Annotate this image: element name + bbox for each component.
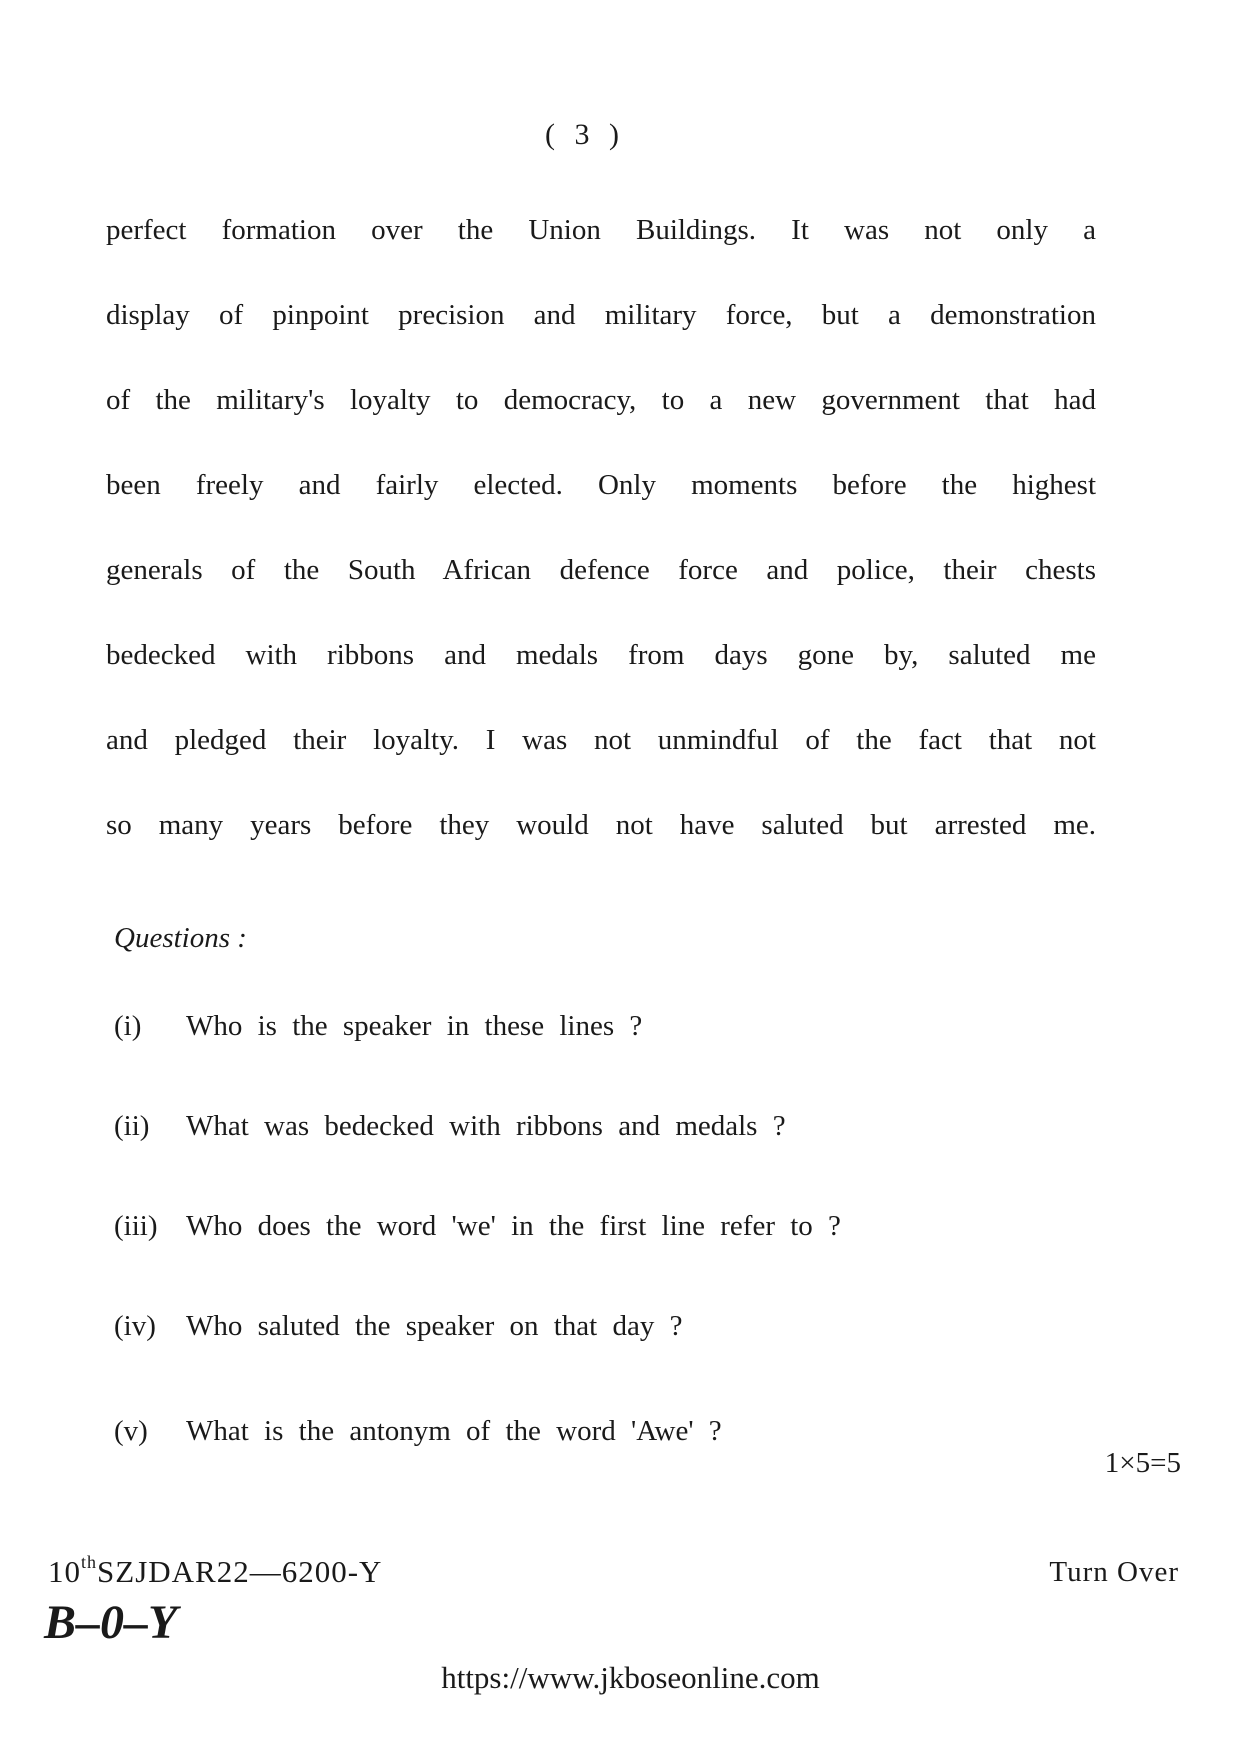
question-item <box>114 1210 841 1243</box>
passage-line: and pledged their loyalty. I was not unmindful of the fact that not <box>106 724 1096 756</box>
paper-code-prefix: 10 <box>48 1554 81 1589</box>
question-text: Who is the speaker in these lines ? <box>186 1010 643 1042</box>
paper-code <box>48 1552 382 1590</box>
passage-line: of the military's loyalty to democracy, to a new government that had <box>106 384 1096 416</box>
passage-line: so many years before they would not have saluted but arrested me. <box>106 809 1096 841</box>
series-code: B–0–Y <box>44 1596 178 1649</box>
question-number: (i) <box>114 1010 142 1042</box>
turn-over-label: Turn Over <box>1049 1556 1179 1588</box>
passage-line: generals of the South African defence force and police, their chests <box>106 554 1096 586</box>
source-url: https://www.jkboseonline.com <box>441 1660 820 1695</box>
passage-line: been freely and fairly elected. Only moments before the highest <box>106 469 1096 501</box>
page-number: ( 3 ) <box>545 118 625 151</box>
question-number: (iv) <box>114 1310 156 1342</box>
question-item <box>114 1415 722 1448</box>
question-item <box>114 1110 786 1143</box>
paper-code-rest: SZJDAR22—6200-Y <box>97 1554 383 1589</box>
question-text: Who does the word 'we' in the first line refer to ? <box>186 1210 841 1242</box>
passage <box>106 210 1096 890</box>
passage-line: bedecked with ribbons and medals from days gone by, saluted me <box>106 639 1096 671</box>
passage-line: display of pinpoint precision and military force, but a demonstration <box>106 299 1096 331</box>
question-item <box>114 1310 682 1343</box>
question-number: (v) <box>114 1415 148 1447</box>
question-number: (ii) <box>114 1110 150 1142</box>
question-text: What is the antonym of the word 'Awe' ? <box>186 1415 722 1447</box>
paper-code-sup: th <box>81 1552 98 1572</box>
question-text: What was bedecked with ribbons and medals ? <box>186 1110 786 1142</box>
question-text: Who saluted the speaker on that day ? <box>186 1310 683 1342</box>
question-item <box>114 1010 642 1043</box>
marks-allocation: 1×5=5 <box>1104 1447 1181 1479</box>
questions-heading: Questions : <box>114 922 247 954</box>
question-number: (iii) <box>114 1210 158 1242</box>
passage-line: perfect formation over the Union Buildings. It was not only a <box>106 214 1096 246</box>
